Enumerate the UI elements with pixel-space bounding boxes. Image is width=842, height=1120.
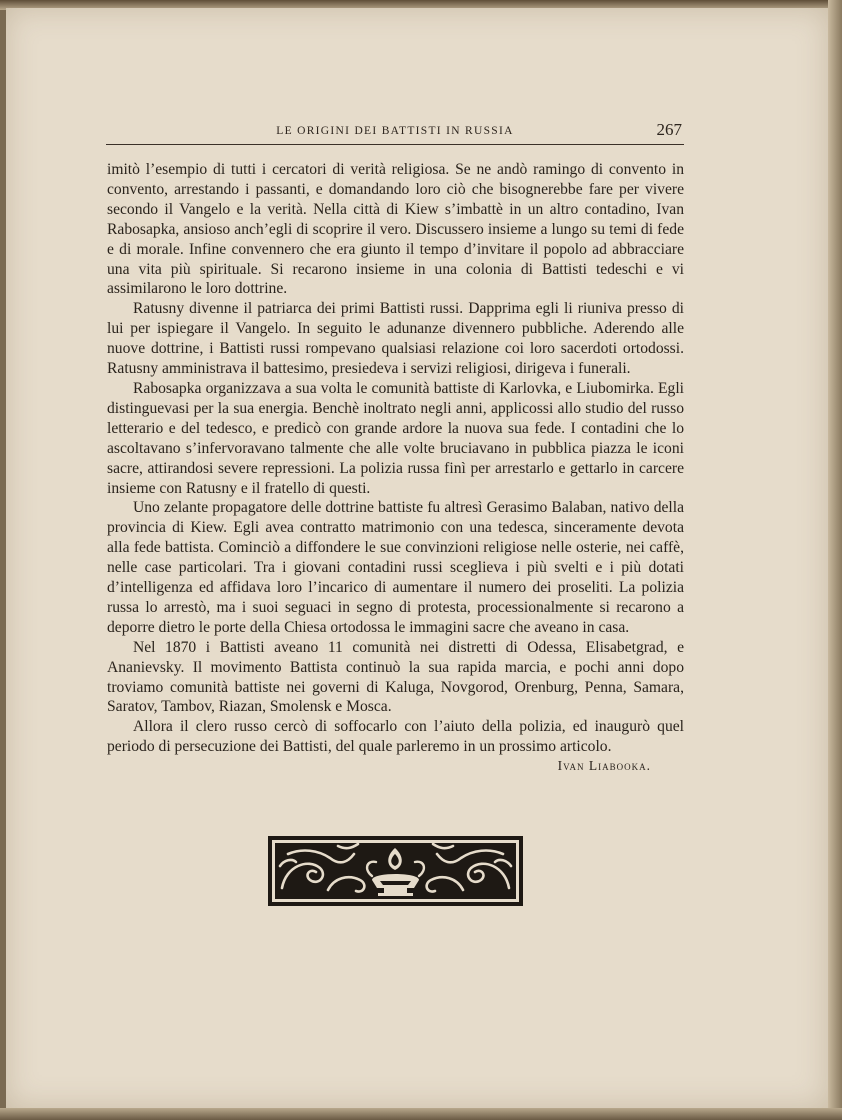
- page-right-edge: [828, 0, 842, 1120]
- paragraph-2: Ratusny divenne il patriarca dei primi Battisti russi. Dapprima egli li riuniva presso di lui per ispiegare il Vangelo. In seguito le adunanze divennero pubbliche. Aderendo alle nuove dottrine, i Battisti russi rompevano qualsiasi relazione coi loro sacerdoti ortodossi. Ratusny amministrava il battesimo, presiedeva i servizi religiosi, dirigeva i funerali.: [107, 300, 684, 378]
- running-head: [106, 120, 684, 145]
- author-signature: Ivan Liabooka.: [557, 758, 651, 773]
- paragraph-4: Uno zelante propagatore delle dottrine battiste fu altresì Gerasimo Balaban, nativo della provincia di Kiew. Egli avea contratto matrimonio con una tedesca, sinceramente devota alla fede battista. Cominciò a diffondere le sue convinzioni religiose nelle osterie, nei caffè, nelle case particolari. Tra i giovani contadini russi sceglieva i più svelti e i più dotati d’intelligenza ed affidava loro l’incarico di aumentare il numero dei proseliti. La polizia russa lo arrestò, ma i suoi seguaci in segno di protesta, processionalmente si recarono a deporre dietro le porte della Chiesa ortodossa le immagini sacre che aveano in casa.: [107, 499, 684, 636]
- page-bottom-edge: [0, 1108, 842, 1120]
- page-number: 267: [656, 120, 682, 139]
- paragraph-6: Allora il clero russo cercò di soffocarlo con l’aiuto della polizia, ed inaugurò quel periodo di persecuzione dei Battisti, del quale parleremo in un prossimo articolo.: [107, 718, 684, 756]
- paragraph-1: imitò l’esempio di tutti i cercatori di verità religiosa. Se ne andò ramingo di convento in convento, arrestando i passanti, e domandando loro ciò che bisognerebbe fare per vivere secondo il Vangelo e la verità. Nella città di Kiew s’imbattè in un altro contadino, Ivan Rabosapka, ansioso anch’egli di scoprire il vero. Discussero insieme a lungo su temi di fede e di morale. Infine convennero che era giunto il tempo d’invitare il popolo ad abbracciare una vita più spirituale. Si recarono insieme in una colonia di Battisti tedeschi e vi assimilarono le loro dottrine.: [107, 161, 684, 298]
- article-body: [107, 160, 684, 757]
- urn-scroll-ornament-icon: [268, 836, 523, 906]
- paragraph-3: Rabosapka organizzava a sua volta le comunità battiste di Karlovka, e Liubomirka. Egli distinguevasi per la sua energia. Benchè inoltrato negli anni, applicossi allo studio del russo letterario e del tedesco, e predicò con grande ardore la nuova sua fede. I contadini che lo ascoltavano s’infervoravano talmente che alle volte bruciavano in pubblica piazza le iconi sacre, attirandosi severe repressioni. La polizia russa finì per arrestarlo e gettarlo in carcere insieme con Ratusny e il fratello di questi.: [107, 379, 684, 497]
- paragraph-5: Nel 1870 i Battisti aveano 11 comunità nei distretti di Odessa, Elisabetgrad, e Ananievsky. Il movimento Battista continuò la sua rapida marcia, e pochi anni dopo troviamo comunità battiste nei governi di Kaluga, Novgorod, Orenburg, Penna, Samara, Saratov, Tambov, Riazan, Smolensk e Mosca.: [107, 638, 684, 716]
- running-head-title: LE ORIGINI DEI BATTISTI IN RUSSIA: [276, 125, 514, 137]
